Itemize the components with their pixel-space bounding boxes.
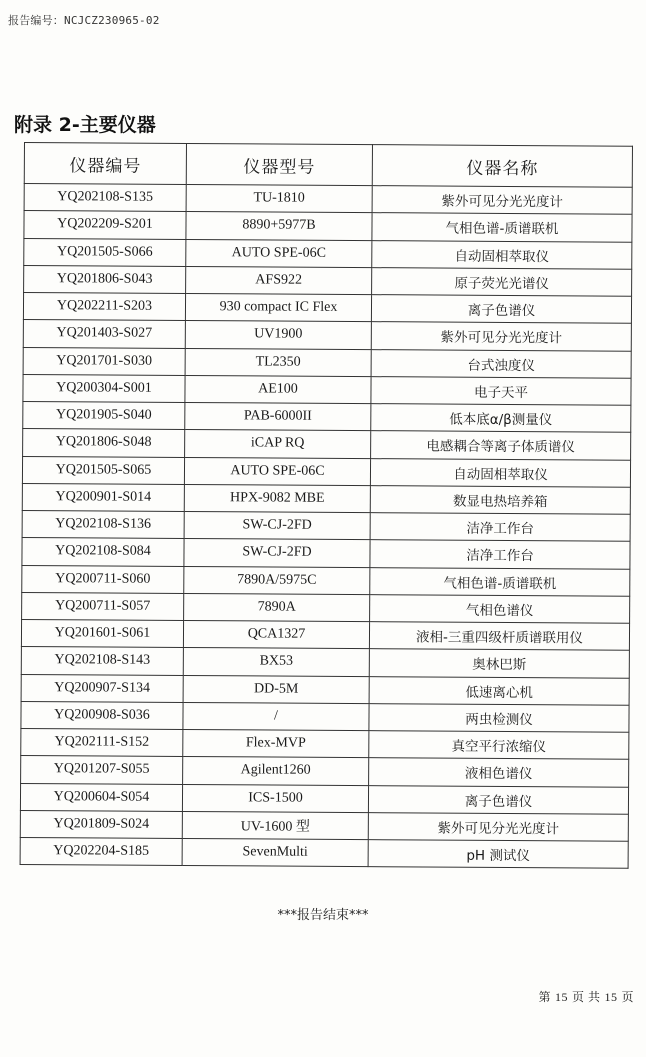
- instrument-id-cell: YQ200901-S014: [22, 483, 184, 511]
- instrument-name-cell: 紫外可见分光光度计: [368, 812, 628, 841]
- page-number: [536, 988, 636, 1005]
- column-header-id: 仪器编号: [24, 143, 186, 185]
- instrument-name-cell: 气相色谱-质谱联机: [370, 567, 630, 596]
- table-header-row: [24, 143, 632, 188]
- table-row: [22, 510, 630, 541]
- table-row: [23, 429, 631, 460]
- instrument-id-cell: YQ202111-S152: [21, 728, 183, 756]
- instrument-name-cell: 台式浊度仪: [371, 349, 631, 378]
- table-row: [24, 211, 632, 242]
- instrument-id-cell: YQ201403-S027: [23, 320, 185, 348]
- instrument-name-cell: 液相色谱仪: [369, 758, 629, 787]
- instrument-name-cell: 气相色谱仪: [370, 594, 630, 623]
- instrument-name-cell: 洁净工作台: [370, 513, 630, 542]
- table-row: [22, 565, 630, 596]
- table-row: [24, 184, 632, 215]
- instrument-id-cell: YQ202108-S136: [22, 510, 184, 538]
- instrument-id-cell: YQ202108-S135: [24, 184, 186, 212]
- instrument-id-cell: YQ200711-S060: [22, 565, 184, 593]
- table-row: [21, 674, 629, 705]
- table-row: [21, 701, 629, 732]
- instrument-id-cell: YQ202108-S143: [21, 647, 183, 675]
- instrument-id-cell: YQ201207-S055: [21, 756, 183, 784]
- instrument-model-cell: TU-1810: [186, 184, 372, 212]
- total-pages: 15: [604, 990, 618, 1004]
- page-label-mid: 页 共: [571, 990, 601, 1004]
- table-row: [20, 837, 628, 868]
- instrument-model-cell: PAB-6000II: [185, 402, 371, 430]
- instrument-model-cell: HPX-9082 MBE: [184, 484, 370, 512]
- instrument-id-cell: YQ201505-S065: [22, 456, 184, 484]
- table-row: [22, 592, 630, 623]
- table-row: [24, 265, 632, 296]
- instrument-model-cell: SW-CJ-2FD: [184, 539, 370, 567]
- instrument-model-cell: /: [183, 702, 369, 730]
- table-row: [23, 374, 631, 405]
- instrument-id-cell: YQ200908-S036: [21, 701, 183, 729]
- page-label-prefix: 第: [538, 990, 551, 1004]
- instrument-id-cell: YQ201701-S030: [23, 347, 185, 375]
- instrument-id-cell: YQ201505-S066: [24, 238, 186, 266]
- table-row: [22, 483, 630, 514]
- table-row: [23, 401, 631, 432]
- instrument-model-cell: 7890A: [184, 593, 370, 621]
- instrument-model-cell: AUTO SPE-06C: [184, 457, 370, 485]
- table-row: [21, 728, 629, 759]
- instrument-model-cell: ICS-1500: [182, 784, 368, 812]
- instrument-id-cell: YQ201809-S024: [20, 810, 182, 838]
- report-end-note: ***报告结束***: [277, 908, 369, 923]
- instrument-model-cell: 930 compact IC Flex: [185, 293, 371, 321]
- instrument-model-cell: AFS922: [186, 266, 372, 294]
- table-row: [20, 810, 628, 841]
- instrument-model-cell: AUTO SPE-06C: [186, 239, 372, 267]
- table-row: [23, 347, 631, 378]
- instrument-model-cell: Flex-MVP: [183, 729, 369, 757]
- instrument-name-cell: 数显电热培养箱: [370, 485, 630, 514]
- report-number: 报告编号：NCJCZ230965-02: [8, 14, 160, 27]
- instrument-model-cell: DD-5M: [183, 675, 369, 703]
- instrument-name-cell: 自动固相萃取仪: [372, 240, 632, 269]
- instrument-model-cell: UV1900: [185, 321, 371, 349]
- instrument-id-cell: YQ201601-S061: [21, 619, 183, 647]
- instrument-name-cell: 离子色谱仪: [371, 295, 631, 324]
- section-title: 附录 2-主要仪器: [14, 114, 156, 136]
- instrument-name-cell: 电感耦合等离子体质谱仪: [371, 431, 631, 460]
- instrument-name-cell: 自动固相萃取仪: [370, 458, 630, 487]
- instrument-name-cell: 低本底α/β测量仪: [371, 404, 631, 433]
- instrument-id-cell: YQ200304-S001: [23, 374, 185, 402]
- instrument-name-cell: 紫外可见分光光度计: [371, 322, 631, 351]
- instrument-name-cell: 奥林巴斯: [369, 649, 629, 678]
- instrument-model-cell: Agilent1260: [183, 757, 369, 785]
- instrument-name-cell: 洁净工作台: [370, 540, 630, 569]
- page-label-suffix: 页: [621, 990, 634, 1004]
- instrument-table: [20, 142, 633, 869]
- column-header-model: 仪器型号: [186, 143, 372, 185]
- instrument-name-cell: 离子色谱仪: [368, 785, 628, 814]
- instrument-model-cell: 7890A/5975C: [184, 566, 370, 594]
- instrument-name-cell: 液相-三重四级杆质谱联用仪: [369, 622, 629, 651]
- current-page: 15: [554, 990, 568, 1004]
- instrument-model-cell: QCA1327: [183, 620, 369, 648]
- column-header-name: 仪器名称: [372, 145, 632, 188]
- instrument-id-cell: YQ201806-S048: [23, 429, 185, 457]
- instrument-id-cell: YQ202108-S084: [22, 538, 184, 566]
- instrument-name-cell: pH 测试仪: [368, 840, 628, 869]
- instrument-model-cell: AE100: [185, 375, 371, 403]
- instrument-model-cell: iCAP RQ: [185, 430, 371, 458]
- table-row: [20, 783, 628, 814]
- instrument-model-cell: TL2350: [185, 348, 371, 376]
- table-row: [23, 320, 631, 351]
- instrument-id-cell: YQ202211-S203: [23, 293, 185, 321]
- instrument-name-cell: 原子荧光光谱仪: [372, 267, 632, 296]
- instrument-id-cell: YQ201905-S040: [23, 401, 185, 429]
- instrument-name-cell: 电子天平: [371, 376, 631, 405]
- instrument-name-cell: 气相色谱-质谱联机: [372, 213, 632, 242]
- table-row: [21, 619, 629, 650]
- table-row: [23, 293, 631, 324]
- instrument-name-cell: 低速离心机: [369, 676, 629, 705]
- instrument-id-cell: YQ200907-S134: [21, 674, 183, 702]
- instrument-id-cell: YQ202204-S185: [20, 837, 182, 865]
- instrument-name-cell: 两虫检测仪: [369, 703, 629, 732]
- instrument-model-cell: 8890+5977B: [186, 212, 372, 240]
- table-row: [21, 647, 629, 678]
- table-row: [24, 238, 632, 269]
- instrument-model-cell: SevenMulti: [182, 838, 368, 866]
- instrument-id-cell: YQ200604-S054: [20, 783, 182, 811]
- instrument-id-cell: YQ200711-S057: [22, 592, 184, 620]
- table-row: [21, 756, 629, 787]
- instrument-table-body: [20, 184, 632, 869]
- table-row: [22, 456, 630, 487]
- instrument-model-cell: BX53: [183, 648, 369, 676]
- instrument-name-cell: 紫外可见分光光度计: [372, 186, 632, 215]
- table-row: [22, 538, 630, 569]
- instrument-id-cell: YQ201806-S043: [24, 265, 186, 293]
- instrument-id-cell: YQ202209-S201: [24, 211, 186, 239]
- instrument-model-cell: SW-CJ-2FD: [184, 511, 370, 539]
- instrument-model-cell: UV-1600 型: [182, 811, 368, 839]
- instrument-name-cell: 真空平行浓缩仪: [369, 731, 629, 760]
